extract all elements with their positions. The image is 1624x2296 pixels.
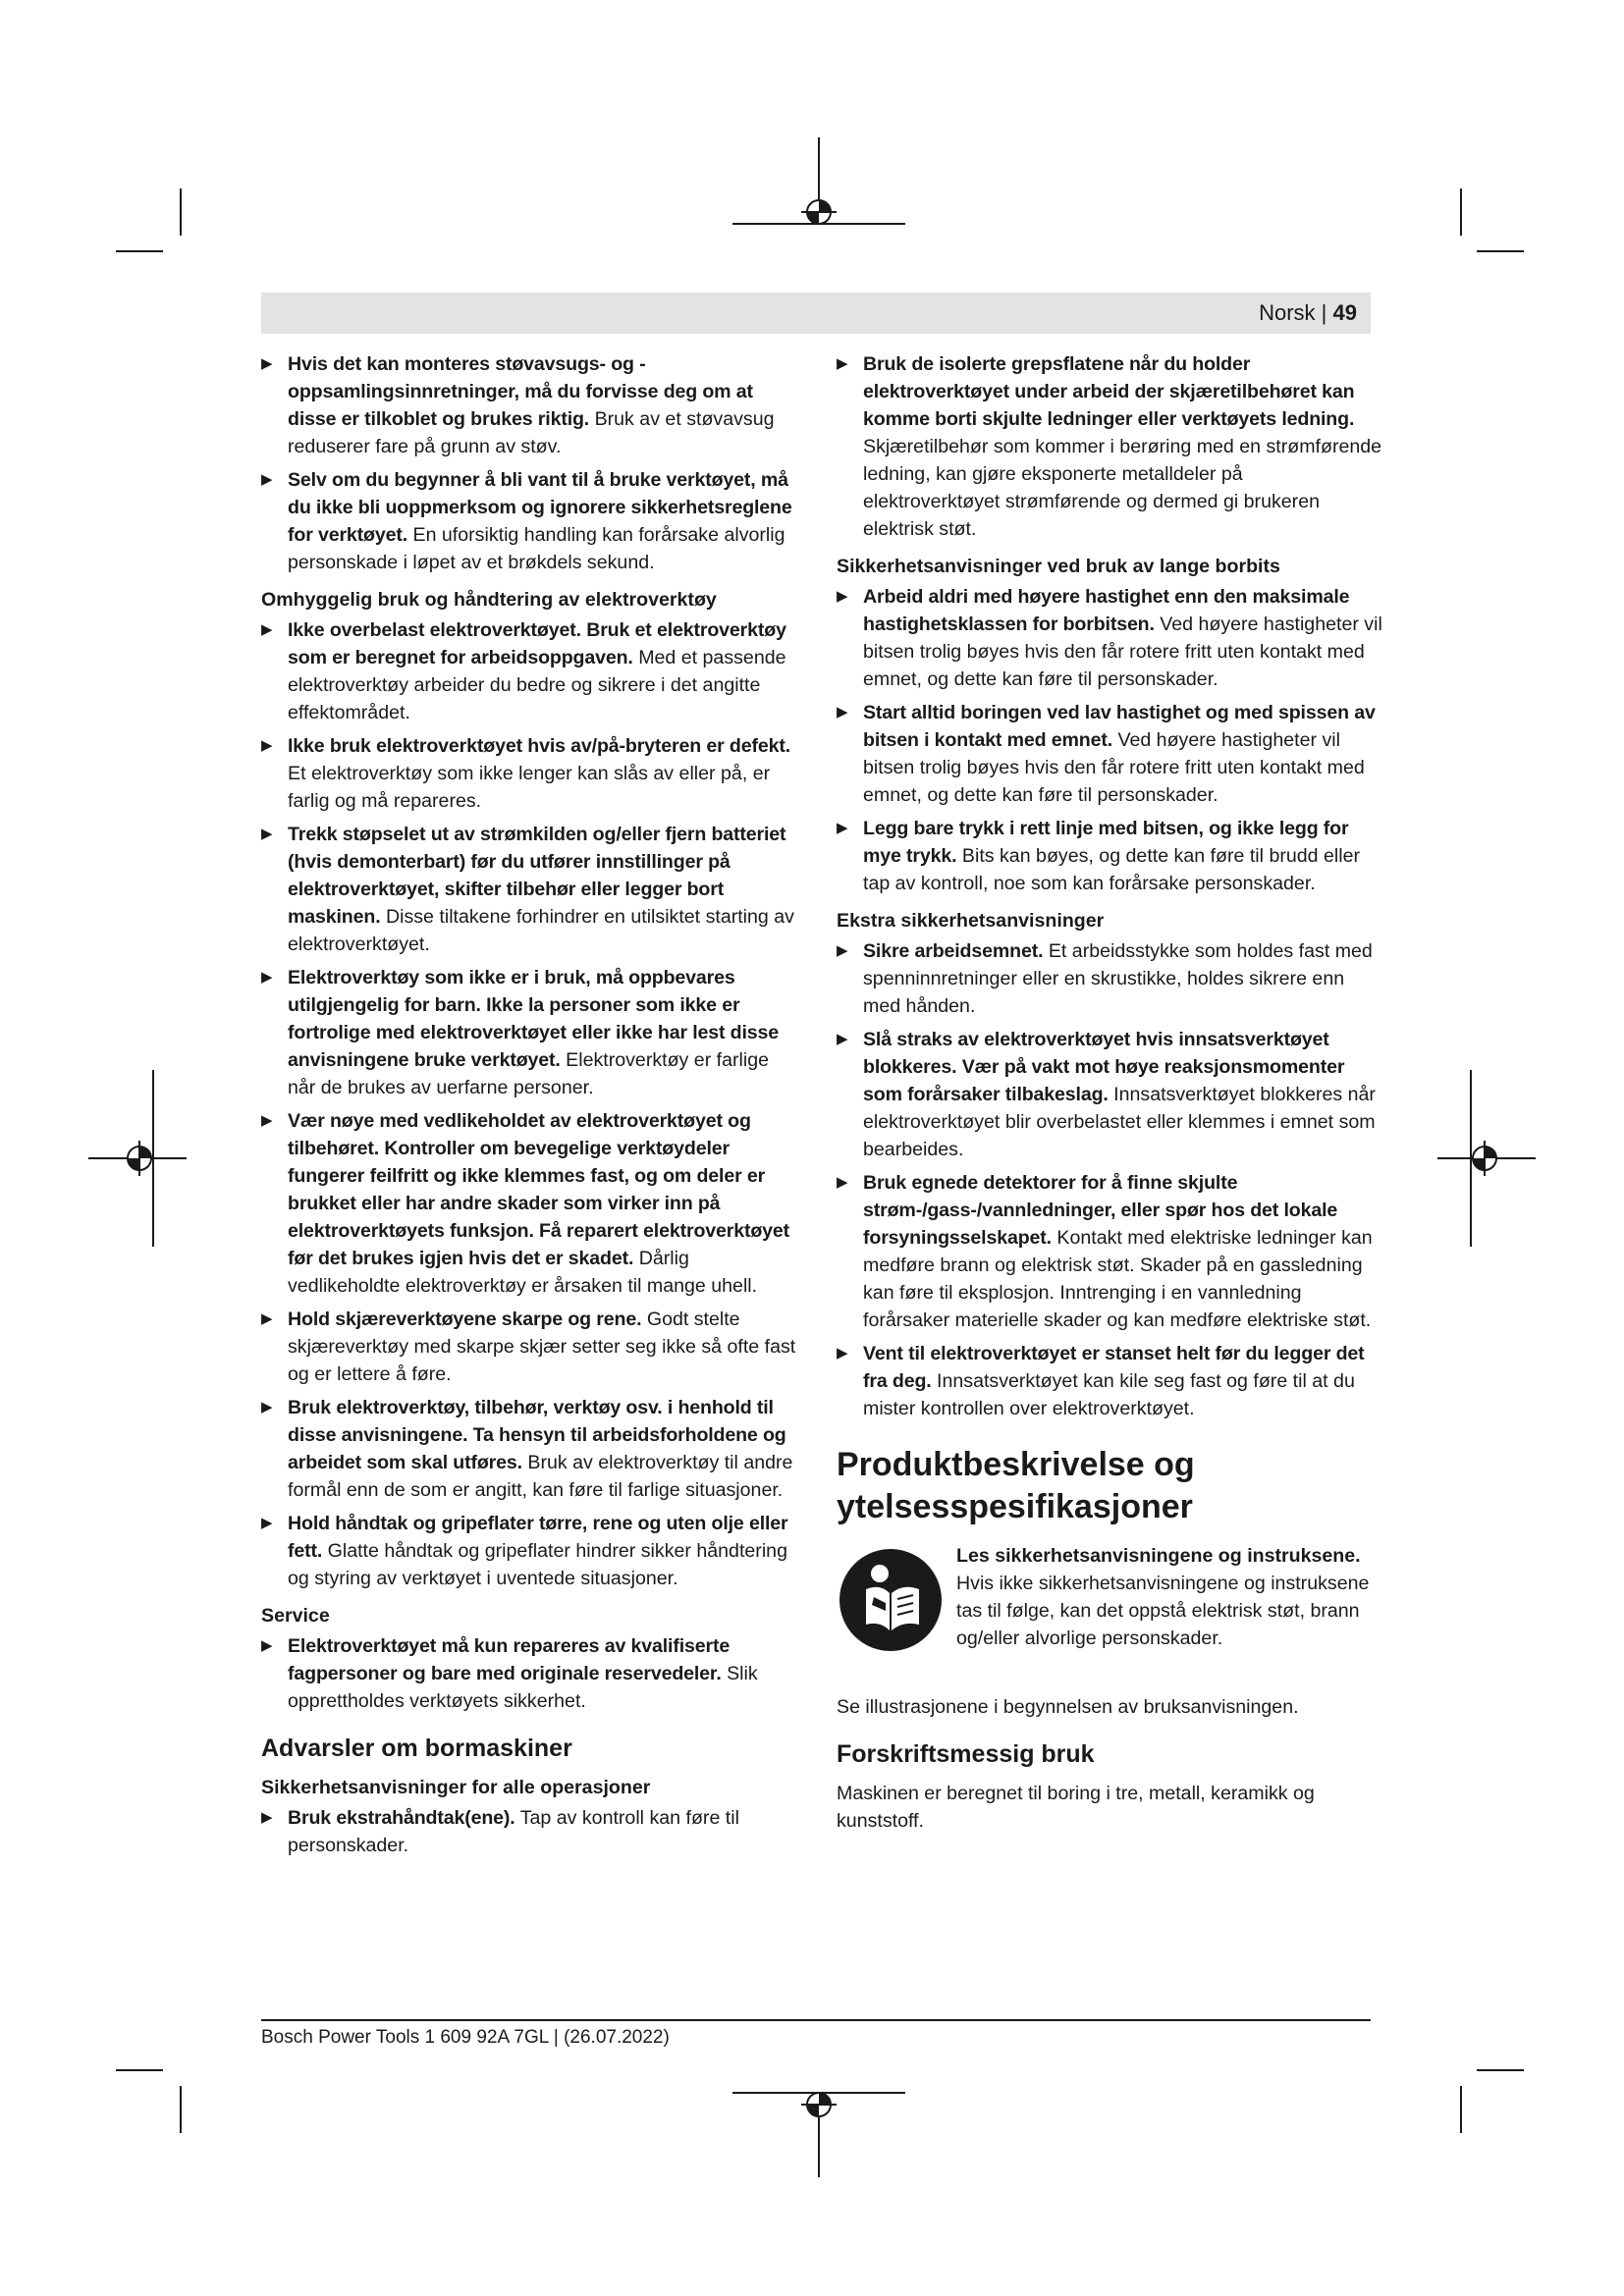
bullet-bold-text: Bruk egnede detektorer for å finne skjulte strøm-/gass-/vannledninger, eller spør hos det lokale forsyningsselskapet. <box>863 1172 1338 1249</box>
section-title-long-bits: Sikkerhetsanvisninger ved bruk av lange borbits <box>837 556 1280 577</box>
bullet-triangle-icon: ▶ <box>261 969 273 986</box>
section-title-service: Service <box>261 1605 330 1627</box>
bullet-triangle-icon: ▶ <box>261 621 273 638</box>
bullet-bold-text: Ikke bruk elektroverktøyet hvis av/på-bryteren er defekt. <box>288 735 791 757</box>
bullet-item <box>837 1340 1382 1422</box>
bullet-triangle-icon: ▶ <box>837 820 848 836</box>
bullet-item <box>261 616 796 726</box>
read-instructions-bold: Les sikkerhetsanvisningene og instruksene. <box>956 1545 1361 1567</box>
right-column <box>837 350 1382 1841</box>
page-header-label: Norsk | 49 <box>1259 300 1357 325</box>
section-title-handling: Omhyggelig bruk og håndtering av elektroverktøy <box>261 589 717 611</box>
bullet-body-text: Innsatsverktøyet blokkeres når elektroverktøyet blir overbelastet eller klemmes i emnet som bearbeides. <box>863 1084 1376 1160</box>
extra-list <box>837 937 1382 1422</box>
bullet-bold-text: Vent til elektroverktøyet er stanset helt før du legger det fra deg. <box>863 1343 1365 1392</box>
bullet-body-text: Elektroverktøy er farlige når de brukes av uerfarne personer. <box>288 1049 770 1098</box>
section-title-drill-warnings: Advarsler om bormaskiner <box>261 1735 572 1762</box>
service-list <box>261 1632 796 1715</box>
bullet-body-text: Tap av kontroll kan føre til personskader. <box>288 1807 739 1856</box>
bullet-bold-text: Selv om du begynner å bli vant til å bruke verktøyet, må du ikke bli uoppmerksom og ignorere sikkerhetsreglene for verktøyet. <box>288 469 792 546</box>
bullet-item <box>261 466 796 576</box>
bullet-item <box>261 1510 796 1592</box>
crop-mark-br-v <box>1460 2086 1462 2133</box>
bullet-bold-text: Hold skjæreverktøyene skarpe og rene. <box>288 1308 642 1330</box>
bullet-item <box>261 1107 796 1300</box>
bullet-item <box>261 1394 796 1504</box>
bullet-body-text: Innsatsverktøyet kan kile seg fast og føre til at du mister kontrollen over elektroverktøyet. <box>863 1370 1355 1419</box>
bullet-triangle-icon: ▶ <box>837 704 848 721</box>
bullet-bold-text: Trekk støpselet ut av strømkilden og/eller fjern batteriet (hvis demonterbart) før du utfører innstillinger på elektroverktøyet, skifter tilbehør eller legger bort maskinen. <box>288 824 786 928</box>
crop-mark-br-h <box>1477 2069 1524 2071</box>
page-header <box>261 293 1371 334</box>
bullet-bold-text: Slå straks av elektroverktøyet hvis innsatsverktøyet blokkeres. Vær på vakt mot høye reaksjonsmomenter som forårsaker tilbakeslag. <box>863 1029 1345 1105</box>
bullet-bold-text: Legg bare trykk i rett linje med bitsen, og ikke legg for mye trykk. <box>863 818 1349 867</box>
header-language: Norsk <box>1259 300 1316 325</box>
bullet-body-text: Bruk av elektroverktøy til andre formål enn de som er angitt, kan føre til farlige situasjoner. <box>288 1452 793 1501</box>
bullet-body-text: Et arbeidsstykke som holdes fast med spenninnretninger eller en skrustikke, holdes sikrere enn med hånden. <box>863 940 1373 1017</box>
crop-mark-tr-v <box>1460 188 1462 236</box>
section-subtitle-all-operations: Sikkerhetsanvisninger for alle operasjoner <box>261 1777 651 1798</box>
bullet-triangle-icon: ▶ <box>261 1112 273 1129</box>
read-instructions-text <box>956 1542 1382 1652</box>
bullet-triangle-icon: ▶ <box>261 1809 273 1826</box>
bullet-item <box>261 964 796 1101</box>
bullet-body-text: Et elektroverktøy som ikke lenger kan slås av eller på, er farlig og må repareres. <box>288 763 771 812</box>
left-column <box>261 350 796 1865</box>
intro-list-right <box>837 350 1382 543</box>
bullet-bold-text: Start alltid boringen ved lav hastighet og med spissen av bitsen i kontakt med emnet. <box>863 702 1376 751</box>
bullet-triangle-icon: ▶ <box>837 588 848 605</box>
page-number: 49 <box>1332 300 1357 325</box>
registration-mark-left-icon <box>88 1070 187 1247</box>
bullet-triangle-icon: ▶ <box>261 737 273 754</box>
bullet-body-text: Disse tiltakene forhindrer en utilsiktet starting av elektroverktøyet. <box>288 906 794 955</box>
bullet-body-text: Bits kan bøyes, og dette kan føre til brudd eller tap av kontroll, noe som kan forårsake personskader. <box>863 845 1361 894</box>
bullet-triangle-icon: ▶ <box>837 355 848 372</box>
bullet-bold-text: Bruk de isolerte grepsflatene når du holder elektroverktøyet under arbeid der skjæretilbehøret kan komme borti skjulte ledninger eller verktøyets ledning. <box>863 353 1355 430</box>
bullet-body-text: Skjæretilbehør som kommer i berøring med en strømførende ledning, kan gjøre eksponerte metalldeler på elektroverktøyet strømførende og dermed gi brukeren elektrisk støt. <box>863 436 1382 540</box>
bullet-bold-text: Arbeid aldri med høyere hastighet enn den maksimale hastighetsklassen for borbitsen. <box>863 586 1350 635</box>
intro-list <box>261 350 796 576</box>
bullet-bold-text: Vær nøye med vedlikeholdet av elektroverktøyet og tilbehøret. Kontroller om bevegelige verktøydeler fungerer feilfritt og ikke klemmes fast, og om deler er brukket eller har andre skader som virker inn på elektroverktøyets funksjon. Få reparert elektroverktøyet før det brukes igjen hvis det er skadet. <box>288 1110 790 1269</box>
bullet-item <box>261 732 796 815</box>
bullet-item <box>837 350 1382 543</box>
bullet-item <box>261 1632 796 1715</box>
footer-rule <box>261 2019 1371 2021</box>
read-manual-icon <box>839 1548 943 1652</box>
bullet-triangle-icon: ▶ <box>837 1031 848 1047</box>
footer-text: Bosch Power Tools 1 609 92A 7GL | (26.07.2022) <box>261 2027 670 2048</box>
bullet-body-text: Kontakt med elektriske ledninger kan medføre brann og elektrisk støt. Skader på en gassledning kan føre til eksplosjon. Inntrenging i en vannledning forårsaker materielle skader og kan medføre elektriske støt. <box>863 1227 1373 1331</box>
bullet-body-text: Slik opprettholdes verktøyets sikkerhet. <box>288 1663 758 1712</box>
drill-list <box>261 1804 796 1859</box>
registration-mark-bottom-icon <box>731 2081 907 2179</box>
bullet-item <box>261 1306 796 1388</box>
bullet-triangle-icon: ▶ <box>261 1310 273 1327</box>
bullet-bold-text: Sikre arbeidsemnet. <box>863 940 1044 962</box>
registration-mark-right-icon <box>1437 1070 1536 1247</box>
bullet-item <box>837 699 1382 809</box>
bullet-item <box>837 937 1382 1020</box>
bullet-body-text: Ved høyere hastigheter vil bitsen trolig bøyes hvis den får rotere fritt uten kontakt med emnet, og dette kan føre til personskader. <box>863 729 1365 806</box>
bullet-body-text: Bruk av et støvavsug reduserer fare på grunn av støv. <box>288 408 775 457</box>
bullet-item <box>837 815 1382 897</box>
bullet-bold-text: Ikke overbelast elektroverktøyet. Bruk et elektroverktøy som er beregnet for arbeidsoppgaven. <box>288 619 786 668</box>
bullet-body-text: En uforsiktig handling kan forårsake alvorlig personskade i løpet av et brøkdels sekund. <box>288 524 785 573</box>
bullet-item <box>837 1169 1382 1334</box>
bullet-body-text: Glatte håndtak og gripeflater hindrer sikker håndtering og styring av verktøyet i uventede situasjoner. <box>288 1540 787 1589</box>
bullet-bold-text: Elektroverktøyet må kun repareres av kvalifiserte fagpersoner og bare med originale reservedeler. <box>288 1635 731 1684</box>
bullet-bold-text: Elektroverktøy som ikke er i bruk, må oppbevares utilgjengelig for barn. Ikke la personer som ikke er fortrolige med elektroverktøyet eller ikke har lest disse anvisningene bruke verktøyet. <box>288 967 780 1071</box>
crop-mark-tl-v <box>180 188 182 236</box>
section-title-extra: Ekstra sikkerhetsanvisninger <box>837 910 1105 932</box>
bullet-triangle-icon: ▶ <box>261 1515 273 1531</box>
read-instructions-box <box>837 1542 1382 1687</box>
crop-mark-bl-v <box>180 2086 182 2133</box>
bullet-bold-text: Bruk elektroverktøy, tilbehør, verktøy osv. i henhold til disse anvisningene. Ta hensyn til arbeidsforholdene og arbeidet som skal utføres. <box>288 1397 786 1473</box>
bullet-triangle-icon: ▶ <box>261 826 273 842</box>
bullet-triangle-icon: ▶ <box>837 942 848 959</box>
bullet-item <box>837 1026 1382 1163</box>
bullet-body-text: Dårlig vedlikeholdte elektroverktøy er årsaken til mange uhell. <box>288 1248 758 1297</box>
bullet-triangle-icon: ▶ <box>261 355 273 372</box>
crop-mark-tr-h <box>1477 250 1524 252</box>
bullet-bold-text: Bruk ekstrahåndtak(ene). <box>288 1807 515 1829</box>
bullet-item <box>261 821 796 958</box>
illustrations-note: Se illustrasjonene i begynnelsen av bruksanvisningen. <box>837 1696 1299 1718</box>
bullet-bold-text: Hold håndtak og gripeflater tørre, rene og uten olje eller fett. <box>288 1513 788 1562</box>
long-bits-list <box>837 583 1382 897</box>
crop-mark-bl-h <box>116 2069 163 2071</box>
intended-use-heading: Forskriftsmessig bruk <box>837 1740 1095 1768</box>
crop-mark-tl-h <box>116 250 163 252</box>
bullet-triangle-icon: ▶ <box>261 471 273 488</box>
bullet-triangle-icon: ▶ <box>261 1637 273 1654</box>
bullet-triangle-icon: ▶ <box>837 1174 848 1191</box>
product-description-heading: Produktbeskrivelse og ytelsesspesifikasjoner <box>837 1446 1195 1525</box>
bullet-item <box>261 1804 796 1859</box>
bullet-item <box>261 350 796 460</box>
bullet-body-text: Med et passende elektroverktøy arbeider du bedre og sikrere i det angitte effektområdet. <box>288 647 786 723</box>
read-instructions-body: Hvis ikke sikkerhetsanvisningene og instruksene tas til følge, kan det oppstå elektrisk støt, brann og/eller alvorlige personskader. <box>956 1573 1370 1649</box>
intended-use-text: Maskinen er beregnet til boring i tre, metall, keramikk og kunststoff. <box>837 1783 1315 1832</box>
bullet-item <box>837 583 1382 693</box>
bullet-bold-text: Hvis det kan monteres støvavsugs- og -oppsamlingsinnretninger, må du forvisse deg om at disse er tilkoblet og brukes riktig. <box>288 353 753 430</box>
bullet-body-text: Ved høyere hastigheter vil bitsen trolig bøyes hvis den får rotere fritt uten kontakt med emnet, og dette kan føre til personskader. <box>863 614 1382 690</box>
handling-list <box>261 616 796 1592</box>
registration-mark-top-icon <box>731 137 907 236</box>
bullet-body-text: Godt stelte skjæreverktøy med skarpe skjær setter seg ikke så ofte fast og er lettere å føre. <box>288 1308 796 1385</box>
bullet-triangle-icon: ▶ <box>837 1345 848 1362</box>
bullet-triangle-icon: ▶ <box>261 1399 273 1415</box>
